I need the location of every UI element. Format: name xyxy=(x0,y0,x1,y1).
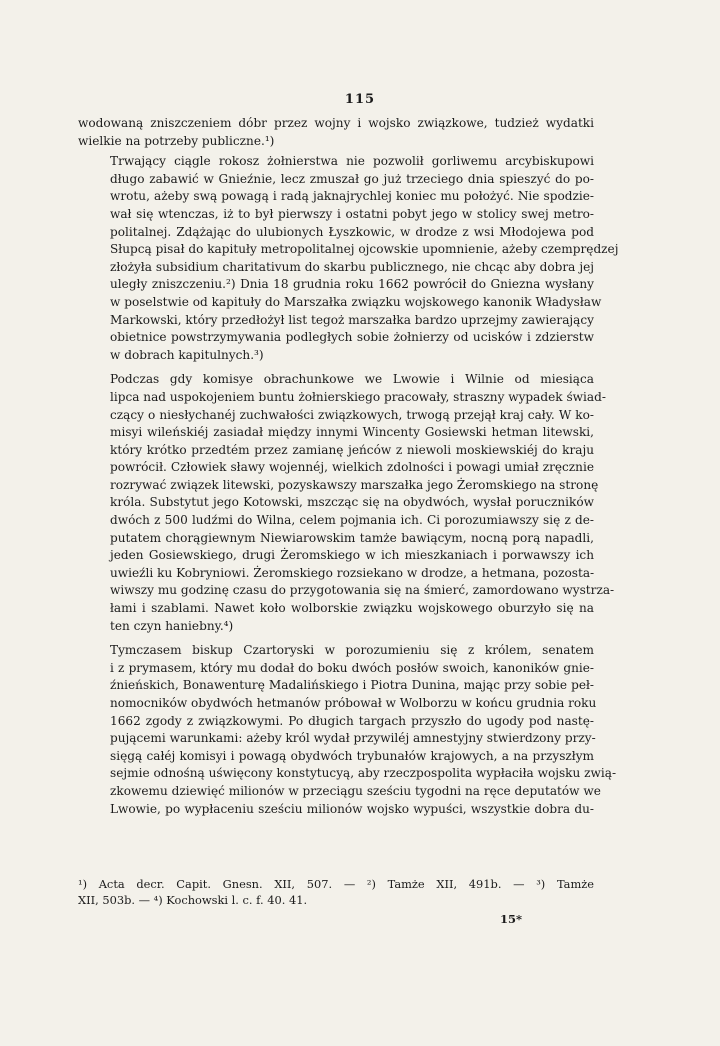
page-number: 115 xyxy=(344,92,376,107)
text-line: nomocników obydwóch hetmanów próbował w Wolborzu w końcu grudnia roku xyxy=(110,696,597,710)
text-line: łami i szablami. Nawet koło wolborskie związku wojskowego oburzyło się na xyxy=(110,601,594,616)
text-line: zkowemu dziewięć milionów w przeciągu sześciu tygodni na ręce deputatów we xyxy=(110,783,601,798)
text-line: rozrywać związek litewski, pozyskawszy marszałka jego Żeromskiego na stronę xyxy=(110,477,599,492)
footnote-line-2: XII, 503b. — ⁴) Kochowski l. c. f. 40. 41. xyxy=(78,893,308,907)
signature-mark: 15* xyxy=(500,912,523,926)
text-line: sejmie odnośną uświęcony konstytucyą, aby rzeczpospolita wypłaciła wojsku zwią- xyxy=(110,766,617,781)
text-line: Markowski, który przedłożył list tegoż marszałka bardzo uprzejmy zawierający xyxy=(110,312,594,327)
text-line: uległy zniszczeniu.²) Dnia 18 grudnia roku 1662 powrócił do Gniezna wysłany xyxy=(110,277,594,292)
text-line: pującemi warunkami: ażeby król wydał przywiléj amnestyjny stwierdzony przy- xyxy=(110,731,596,746)
text-line: obietnice powstrzymywania podległych sobie żołnierzy od ucisków i zdzierstw xyxy=(110,330,594,345)
footnote-line-1: ¹) Acta decr. Capit. Gnesn. XII, 507. — ²) Tamże XII, 491b. — ³) Tamże xyxy=(78,877,594,891)
text-line: Lwowie, po wypłaceniu sześciu milionów wojsko wypuści, wszystkie dobra du- xyxy=(110,801,594,816)
paragraph-3 xyxy=(78,371,615,635)
text-line: wielkie na potrzeby publiczne.¹) xyxy=(78,133,275,148)
text-line: który krótko przedtém przez zamianę jeńców z niewoli moskiewskiéj do kraju xyxy=(110,442,594,457)
text-line: wiwszy mu godzinę czasu do przygotowania się na śmierć, zamordowano wystrza- xyxy=(110,583,615,598)
text-line: Podczas gdy komisye obrachunkowe we Lwowie i Wilnie od miesiąca xyxy=(110,372,594,387)
text-line: powrócił. Człowiek sławy wojennéj, wielkich zdolności i powagi umiał zręcznie xyxy=(110,460,594,475)
text-line: sięgą całéj komisyi i powagą obydwóch trybunałów krajowych, a na przyszłym xyxy=(110,748,594,763)
text-line: Tymczasem biskup Czartoryski w porozumieniu się z królem, senatem xyxy=(110,643,594,658)
text-line: wodowaną zniszczeniem dóbr przez wojny i wojsko związkowe, tudzież wydatki xyxy=(78,116,594,130)
text-line: jeden Gosiewskiego, drugi Żeromskiego w ich mieszkaniach i porwawszy ich xyxy=(110,548,594,563)
footnotes xyxy=(78,876,594,908)
text-line: i z prymasem, który mu dodał do boku dwóch posłów swoich, kanoników gnie- xyxy=(110,660,594,675)
text-line: w dobrach kapitulnych.³) xyxy=(110,347,264,362)
text-line: dwóch z 500 ludźmi do Wilna, celem pojmania ich. Ci porozumiawszy się z de- xyxy=(110,513,594,528)
paragraph-2 xyxy=(78,153,619,364)
text-line: złożyła subsidium charitativum do skarbu publicznego, nie chcąc aby dobra jej xyxy=(110,259,594,274)
text-line: źnieńskich, Bonawenturę Madalińskiego i Piotra Dunina, mając przy sobie peł- xyxy=(110,678,594,693)
text-line: Trwający ciągle rokosz żołnierstwa nie pozwolił gorliwemu arcybiskupowi xyxy=(110,154,594,169)
text-line: króla. Substytut jego Kotowski, mszcząc się na obydwóch, wysłał poruczników xyxy=(110,495,594,510)
text-line: czący o niesłychanéj zuchwałości związkowych, trwogą przejął kraj cały. W ko- xyxy=(110,407,594,422)
text-line: putatem chorągiewnym Niewiarowskim tamże bawiącym, nocną porą napadli, xyxy=(110,530,594,545)
text-line: misyi wileńskiéj zasiadał między innymi Wincenty Gosiewski hetman litewski, xyxy=(110,425,594,440)
paragraph-4 xyxy=(78,642,617,818)
text-line: wrotu, ażeby swą powagą i radą jaknajrychlej koniec mu położyć. Nie spodzie- xyxy=(110,189,594,204)
text-line: długo zabawić w Gnieźnie, lecz zmuszał go już trzeciego dnia spieszyć do po- xyxy=(110,171,594,186)
text-line: wał się wtenczas, iż to był pierwszy i ostatni pobyt jego w stolicy swej metro- xyxy=(110,206,594,221)
body-text xyxy=(78,115,619,821)
text-line: politalnej. Zdążając do ulubionych Łyszkowic, w drodze z wsi Młodojewa pod xyxy=(110,224,594,239)
paragraph-1 xyxy=(78,115,594,150)
text-line: lipca nad uspokojeniem buntu żołnierskiego pracowały, straszny wypadek świad- xyxy=(110,389,606,404)
text-line: uwieźli ku Kobryniowi. Żeromskiego rozsiekano w drodze, a hetmana, pozosta- xyxy=(110,565,595,580)
text-line: Słupcą pisał do kapituły metropolitalnej ojcowskie upomnienie, ażeby czemprędzej xyxy=(110,242,619,257)
text-line: ten czyn haniebny.⁴) xyxy=(110,618,234,633)
text-line: w poselstwie od kapituły do Marszałka związku wojskowego kanonik Władysław xyxy=(110,294,602,309)
text-line: 1662 zgody z związkowymi. Po długich targach przyszło do ugody pod nastę- xyxy=(110,713,594,728)
